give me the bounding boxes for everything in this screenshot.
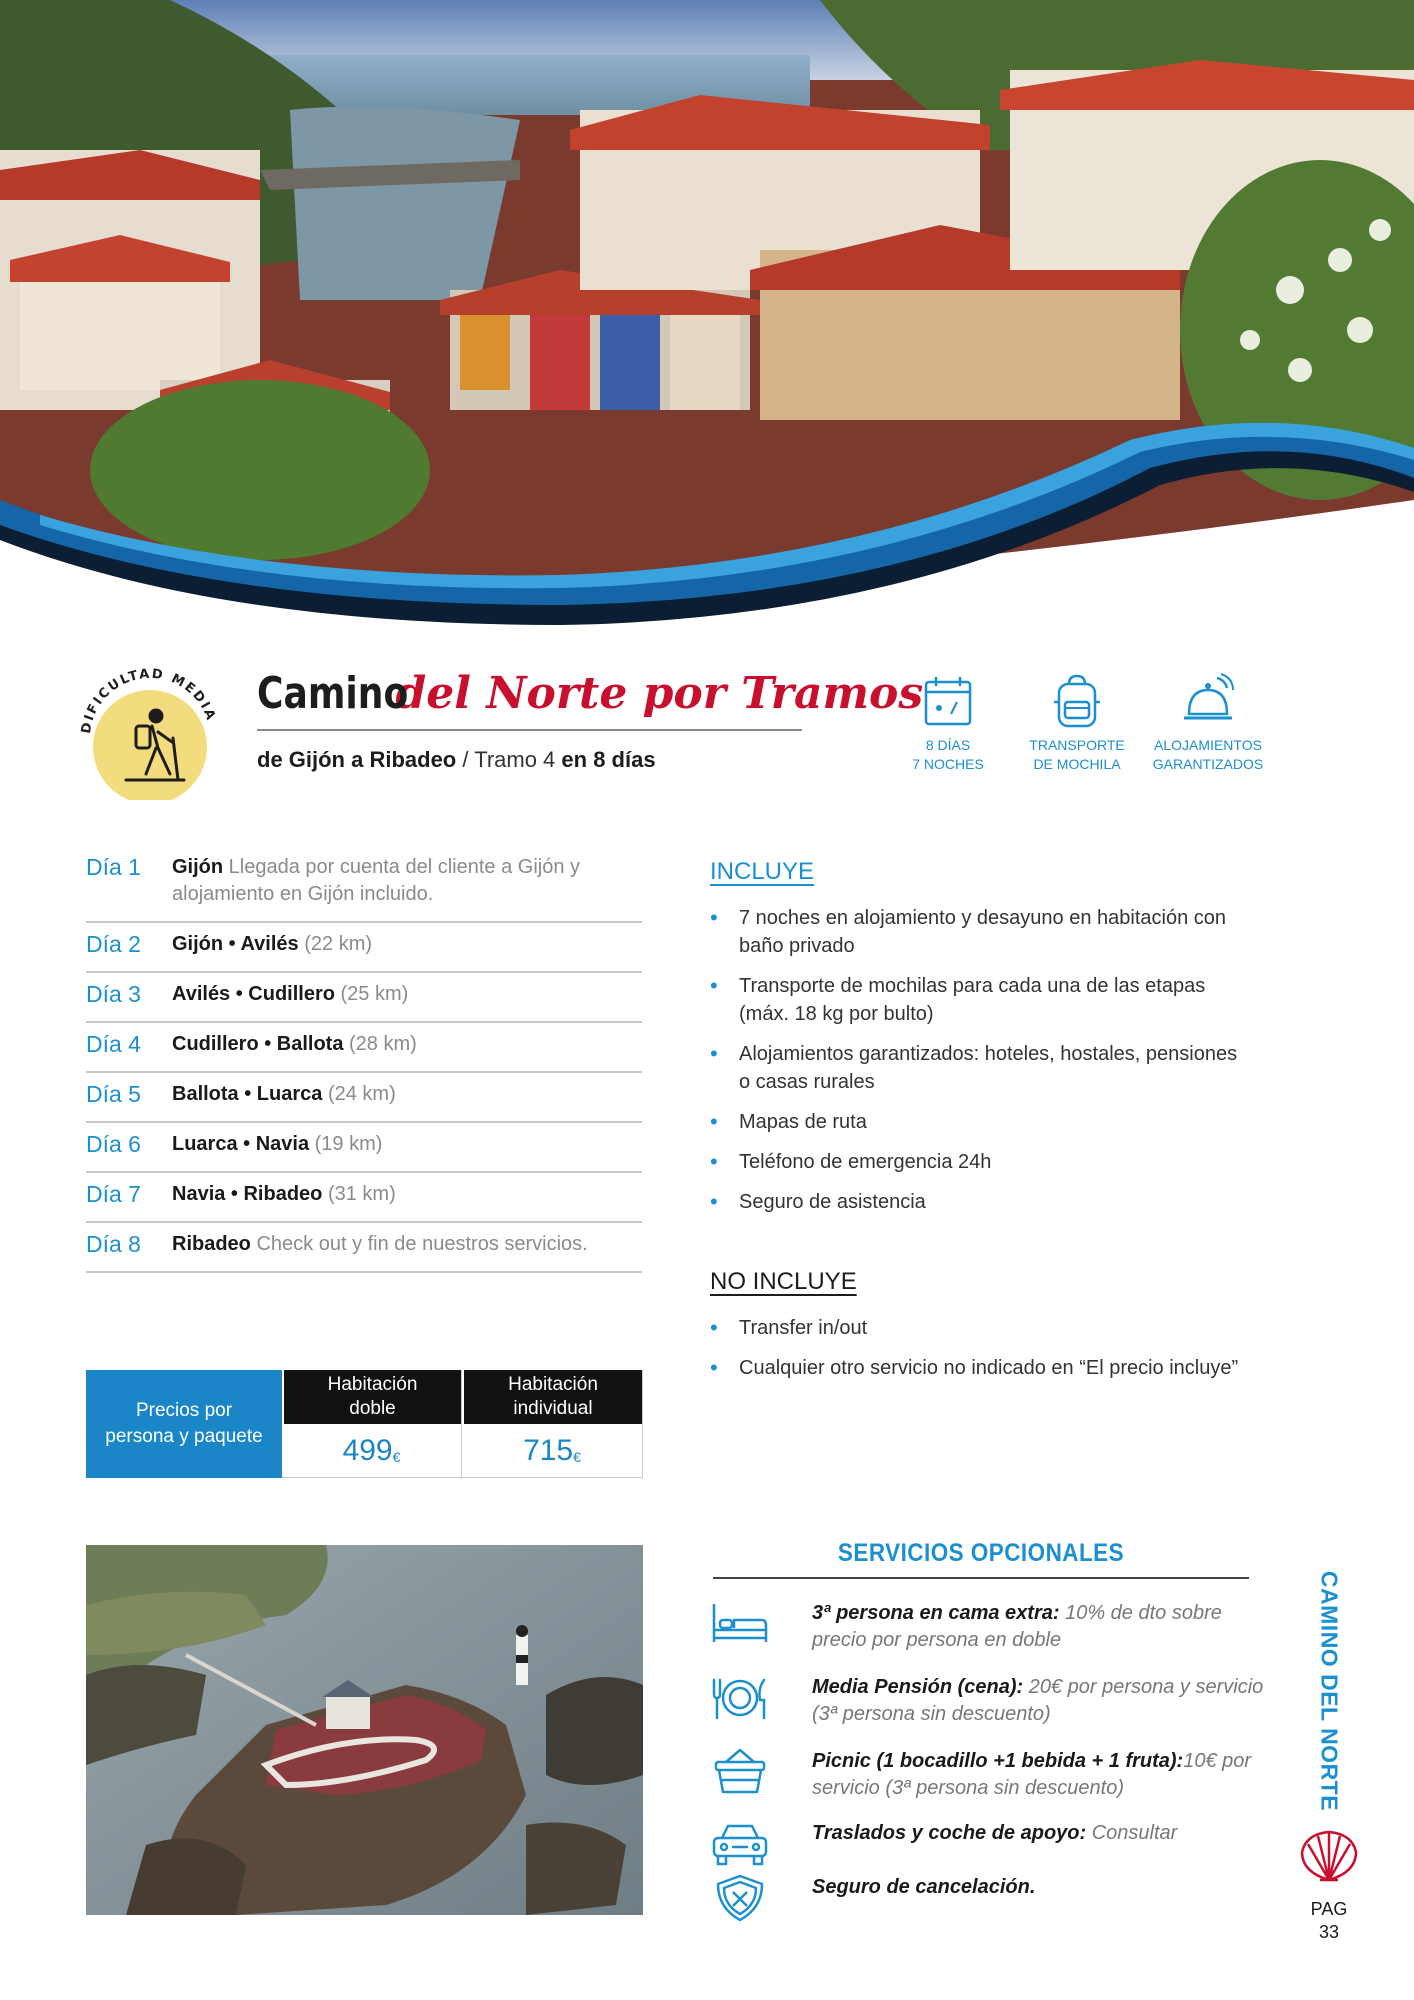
title-main: Camino [257, 668, 409, 719]
feature-backpack-line2: DE MOCHILA [1033, 756, 1121, 772]
price-single-currency: € [573, 1448, 581, 1465]
feature-lodging-line2: GARANTIZADOS [1152, 756, 1264, 772]
lighthouse-photo [86, 1545, 643, 1915]
calendar-icon [921, 672, 975, 730]
price-double-currency: € [392, 1448, 401, 1465]
price-double-amount: 499 [342, 1433, 393, 1467]
list-item: • Mapas de ruta [710, 1108, 1250, 1136]
list-item: • Alojamientos garantizados: hoteles, hostales, pensiones o casas rurales [710, 1040, 1250, 1096]
feature-days-line2: 7 NOCHES [912, 756, 984, 772]
optional-service-row [710, 1600, 1270, 1654]
plate-cutlery-icon [710, 1674, 770, 1722]
page-number [1296, 1898, 1362, 1944]
excludes-section [710, 1268, 1250, 1394]
excludes-list [710, 1314, 1250, 1382]
optional-service-detail: 10€ por servicio (3ª persona sin descuento) [812, 1750, 1252, 1799]
day-place: Cudillero • Ballota [172, 1033, 344, 1055]
list-item: • Teléfono de emergencia 24h [710, 1148, 1250, 1176]
optional-service-detail: 10% de dto sobre precio por persona en doble [812, 1602, 1222, 1651]
itinerary-row [86, 850, 642, 923]
day-place: Gijón • Avilés [172, 933, 299, 955]
section-side-label [1312, 1570, 1346, 1812]
price-single-amount: 715 [523, 1433, 574, 1467]
badge-text: DIFICULTAD MEDIA [78, 666, 219, 735]
day-detail: (31 km) [322, 1183, 396, 1205]
day-text [172, 1181, 396, 1208]
optional-service-bold: Seguro de cancelación. [812, 1876, 1036, 1898]
day-detail: Llegada por cuenta del cliente a Gijón y alojamiento en Gijón incluido. [172, 856, 581, 905]
optional-service-text [812, 1820, 1177, 1868]
subtitle-dias: 8 días [593, 747, 656, 772]
subtitle-en: en [555, 747, 594, 772]
feature-days-line1: 8 DÍAS [925, 737, 971, 753]
title-block [257, 668, 924, 773]
optional-service-text [812, 1674, 1270, 1728]
optional-service-bold: Media Pensión (cena): [812, 1676, 1024, 1698]
optional-service-text [812, 1600, 1270, 1654]
optional-services-divider [713, 1577, 1249, 1579]
day-detail: (19 km) [309, 1133, 383, 1155]
price-head-double-line1: Habitación [327, 1374, 418, 1395]
day-text [172, 981, 408, 1008]
page-number-value: 33 [1318, 1922, 1340, 1942]
itinerary-row [86, 1123, 642, 1173]
itinerary-row [86, 973, 642, 1023]
price-head-single-line2: individual [513, 1398, 593, 1419]
price-side-label [86, 1370, 282, 1478]
day-text [172, 854, 642, 908]
day-text [172, 1081, 396, 1108]
price-side-line1: Precios por [135, 1400, 233, 1421]
day-place: Luarca • Navia [172, 1133, 310, 1155]
day-label: Día 5 [86, 1081, 141, 1107]
bed-icon [710, 1600, 770, 1648]
excludes-title: NO INCLUYE [710, 1268, 857, 1295]
subtitle-route: de Gijón a Ribadeo [257, 747, 457, 772]
price-head-double-line2: doble [349, 1398, 396, 1419]
price-head-double [282, 1370, 461, 1424]
backpack-icon [1050, 672, 1104, 730]
day-detail: Check out y fin de nuestros servicios. [250, 1233, 588, 1255]
day-place: Ballota • Luarca [172, 1083, 323, 1105]
optional-service-text [812, 1874, 1035, 1922]
itinerary-row [86, 923, 642, 973]
itinerary-list [86, 850, 642, 1273]
optional-service-row [710, 1874, 1270, 1922]
day-text [172, 1031, 417, 1058]
price-value-single [462, 1424, 642, 1477]
day-label: Día 8 [86, 1231, 141, 1257]
day-place: Navia • Ribadeo [172, 1183, 323, 1205]
optional-service-detail: 20€ por persona y servicio (3ª persona sin descuento) [812, 1676, 1264, 1725]
day-detail: (28 km) [343, 1033, 417, 1055]
optional-service-row [710, 1674, 1270, 1728]
feature-backpack-line1: TRANSPORTE [1029, 737, 1125, 753]
reception-bell-icon [1181, 672, 1235, 730]
price-value-double [282, 1424, 461, 1477]
optional-service-detail: Consultar [1086, 1822, 1178, 1844]
day-label: Día 3 [86, 981, 141, 1007]
page-title [257, 668, 924, 719]
list-item: • Transfer in/out [710, 1314, 1250, 1342]
day-place: Gijón [172, 856, 224, 878]
price-table [86, 1370, 643, 1478]
subtitle-tramo: Tramo 4 [474, 747, 556, 772]
itinerary-row [86, 1023, 642, 1073]
includes-section [710, 858, 1250, 1228]
title-divider [257, 729, 802, 731]
day-label: Día 4 [86, 1031, 141, 1057]
day-detail: (24 km) [322, 1083, 396, 1105]
section-side-label-text: CAMINO DEL NORTE [1316, 1570, 1343, 1812]
optional-service-bold: 3ª persona en cama extra: [812, 1602, 1060, 1624]
feature-backpack [1017, 672, 1137, 774]
list-item: • Seguro de asistencia [710, 1188, 1250, 1216]
day-label: Día 2 [86, 931, 141, 957]
list-item: • 7 noches en alojamiento y desayuno en habitación con baño privado [710, 904, 1250, 960]
price-head-single [462, 1370, 642, 1424]
feature-lodging [1148, 672, 1268, 774]
title-script: del Norte por Tramos [395, 668, 924, 719]
page-number-label: PAG [1310, 1899, 1348, 1919]
feature-days [888, 672, 1008, 774]
price-col-double [282, 1370, 462, 1478]
itinerary-row [86, 1073, 642, 1123]
price-head-single-line1: Habitación [508, 1374, 598, 1395]
feature-lodging-line1: ALOJAMIENTOS [1154, 737, 1262, 753]
day-text [172, 1131, 382, 1158]
optional-service-text [812, 1748, 1270, 1802]
hero-image [0, 0, 1414, 640]
picnic-basket-icon [710, 1748, 770, 1796]
day-detail: (22 km) [298, 933, 373, 955]
itinerary-row [86, 1223, 642, 1273]
includes-title: INCLUYE [710, 858, 815, 885]
shield-icon [710, 1874, 770, 1922]
car-icon [710, 1820, 770, 1868]
list-item: • Transporte de mochilas para cada una de las etapas (máx. 18 kg por bulto) [710, 972, 1250, 1028]
includes-list [710, 904, 1250, 1216]
subtitle [257, 747, 802, 773]
day-place: Avilés • Cudillero [172, 983, 335, 1005]
day-place: Ribadeo [172, 1233, 251, 1255]
itinerary-row [86, 1173, 642, 1223]
difficulty-badge [72, 650, 222, 800]
day-text [172, 1231, 588, 1258]
day-detail: (25 km) [334, 983, 409, 1005]
list-item: • Cualquier otro servicio no indicado en “El precio incluye” [710, 1354, 1250, 1382]
price-side-line2: persona y paquete [105, 1426, 263, 1447]
optional-service-row [710, 1748, 1270, 1802]
scallop-shell-icon [1298, 1828, 1360, 1884]
subtitle-sep: / [456, 747, 475, 772]
optional-service-bold: Picnic (1 bocadillo +1 bebida + 1 fruta): [812, 1750, 1184, 1772]
day-text [172, 931, 372, 958]
optional-services-title: SERVICIOS OPCIONALES [837, 1539, 1125, 1567]
price-col-single [462, 1370, 643, 1478]
day-label: Día 1 [86, 854, 141, 880]
optional-service-row [710, 1820, 1270, 1868]
day-label: Día 7 [86, 1181, 141, 1207]
optional-service-bold: Traslados y coche de apoyo: [812, 1822, 1087, 1844]
day-label: Día 6 [86, 1131, 141, 1157]
